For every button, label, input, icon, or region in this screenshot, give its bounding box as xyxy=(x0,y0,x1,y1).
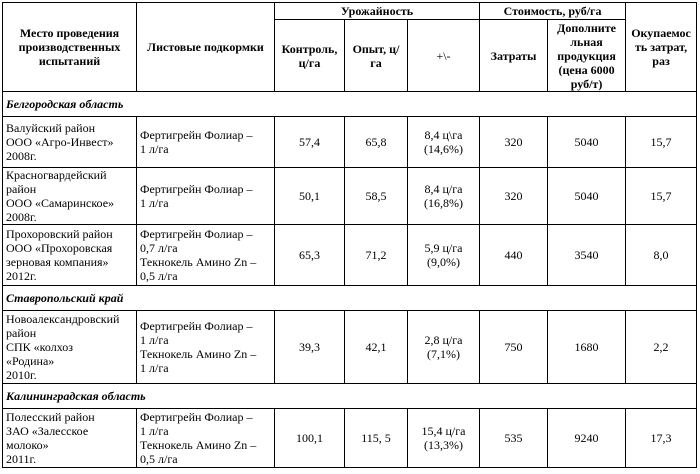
cell-extra-product: 9240 xyxy=(548,409,626,468)
header-cost-group: Стоимость, руб/га xyxy=(480,3,626,20)
region-name: Белгородская область xyxy=(3,92,697,117)
cell-line: ЗАО «Залесское xyxy=(6,424,89,438)
cell-line: ООО «Агро-Инвест» xyxy=(6,135,114,149)
cell-line: СПК «колхоз xyxy=(6,340,74,354)
cell-costs: 320 xyxy=(480,117,548,168)
cell-line: Полесский район xyxy=(6,410,95,424)
cell-costs: 320 xyxy=(480,168,548,225)
cell-line: Текнокель Амино Zn – xyxy=(140,347,257,361)
region-name: Ставропольский край xyxy=(3,286,697,311)
cell-line: 1 л/га xyxy=(140,142,169,156)
cell-line: 1 л/га xyxy=(140,424,169,438)
cell-line: 0,7 л/га xyxy=(140,241,178,255)
cell-diff xyxy=(408,311,480,384)
cell-line: 1 л/га xyxy=(140,196,169,210)
cell-line: 8,4 ц\га xyxy=(424,128,463,142)
cell-control: 50,1 xyxy=(275,168,345,225)
cell-line: 0,5 л/га xyxy=(140,269,178,283)
table-row xyxy=(3,409,697,468)
header-place: Место проведения производственных испытаний xyxy=(3,3,137,92)
cell-place xyxy=(3,409,137,468)
header-control: Контроль, ц/га xyxy=(275,20,345,92)
cell-line: 2011г. xyxy=(6,452,37,466)
cell-payback: 8,0 xyxy=(626,225,697,286)
table-row xyxy=(3,168,697,225)
cell-line: 0,5 л/га xyxy=(140,452,178,466)
header-extra-product: Дополните льная продукция (цена 6000 руб/т) xyxy=(548,20,626,92)
table-body xyxy=(3,92,697,468)
table-row xyxy=(3,225,697,286)
cell-line: Фертигрейн Фолиар – xyxy=(140,410,253,424)
cell-place xyxy=(3,117,137,168)
cell-line: Фертигрейн Фолиар – xyxy=(140,319,253,333)
cell-line: 2008г. xyxy=(6,210,37,224)
cell-place xyxy=(3,225,137,286)
cell-line: 5,9 ц/га xyxy=(424,241,463,255)
cell-place xyxy=(3,168,137,225)
cell-line: ООО «Прохоровская xyxy=(6,241,113,255)
cell-line: Фертигрейн Фолиар – xyxy=(140,182,253,196)
cell-feeding xyxy=(137,168,275,225)
cell-feeding xyxy=(137,225,275,286)
cell-feeding xyxy=(137,311,275,384)
cell-line: Прохоровский район xyxy=(6,227,113,241)
cell-extra-product: 5040 xyxy=(548,117,626,168)
cell-costs: 440 xyxy=(480,225,548,286)
cell-feeding xyxy=(137,117,275,168)
cell-experiment: 71,2 xyxy=(345,225,408,286)
header-diff: +\- xyxy=(408,20,480,92)
cell-diff xyxy=(408,117,480,168)
cell-line: (14,6%) xyxy=(424,142,464,156)
cell-costs: 535 xyxy=(480,409,548,468)
cell-control: 39,3 xyxy=(275,311,345,384)
cell-line: Фертигрейн Фолиар – xyxy=(140,227,253,241)
cell-line: Текнокель Амино Zn – xyxy=(140,438,257,452)
table-row xyxy=(3,311,697,384)
cell-line: 2012г. xyxy=(6,269,37,283)
cell-place xyxy=(3,311,137,384)
cell-line: 2008г. xyxy=(6,149,37,163)
cell-payback: 15,7 xyxy=(626,117,697,168)
table-row xyxy=(3,117,697,168)
region-row xyxy=(3,92,697,117)
cell-diff xyxy=(408,409,480,468)
cell-payback: 17,3 xyxy=(626,409,697,468)
cell-control: 100,1 xyxy=(275,409,345,468)
cell-feeding xyxy=(137,409,275,468)
cell-control: 57,4 xyxy=(275,117,345,168)
cell-line: 2010г. xyxy=(6,368,37,382)
header-costs: Затраты xyxy=(480,20,548,92)
cell-diff xyxy=(408,168,480,225)
header-payback: Окупаемос ть затрат, раз xyxy=(626,3,697,92)
region-name: Калининградская область xyxy=(3,384,697,409)
cell-experiment: 58,5 xyxy=(345,168,408,225)
cell-line: Новоалександровский район xyxy=(6,312,120,340)
results-table xyxy=(2,2,697,468)
header-yield-group: Урожайность xyxy=(275,3,480,20)
cell-experiment: 115, 5 xyxy=(345,409,408,468)
cell-experiment: 65,8 xyxy=(345,117,408,168)
cell-line: 1 л/га xyxy=(140,361,169,375)
cell-line: «Родина» xyxy=(6,354,55,368)
cell-diff xyxy=(408,225,480,286)
cell-line: 8,4 ц/га xyxy=(424,182,463,196)
cell-payback: 15,7 xyxy=(626,168,697,225)
cell-line: Фертигрейн Фолиар – xyxy=(140,128,253,142)
cell-control: 65,3 xyxy=(275,225,345,286)
cell-line: Валуйский район xyxy=(6,121,96,135)
cell-line: ООО «Самаринское» xyxy=(6,196,115,210)
cell-line: 15,4 ц/га xyxy=(421,424,466,438)
cell-extra-product: 5040 xyxy=(548,168,626,225)
cell-line: 2,8 ц/га xyxy=(424,333,463,347)
cell-line: (13,3%) xyxy=(424,438,464,452)
header-experiment: Опыт, ц/га xyxy=(345,20,408,92)
cell-line: Красногвардейский район xyxy=(6,168,107,196)
header-feeding: Листовые подкормки xyxy=(137,3,275,92)
cell-line: (7,1%) xyxy=(427,347,461,361)
cell-costs: 750 xyxy=(480,311,548,384)
cell-experiment: 42,1 xyxy=(345,311,408,384)
cell-line: (16,8%) xyxy=(424,196,464,210)
cell-line: 1 л/га xyxy=(140,333,169,347)
region-row xyxy=(3,384,697,409)
cell-payback: 2,2 xyxy=(626,311,697,384)
cell-line: молоко» xyxy=(6,438,49,452)
cell-line: зерновая компания» xyxy=(6,255,109,269)
cell-line: (9,0%) xyxy=(427,255,461,269)
cell-extra-product: 3540 xyxy=(548,225,626,286)
region-row xyxy=(3,286,697,311)
cell-line: Текнокель Амино Zn – xyxy=(140,255,257,269)
cell-extra-product: 1680 xyxy=(548,311,626,384)
